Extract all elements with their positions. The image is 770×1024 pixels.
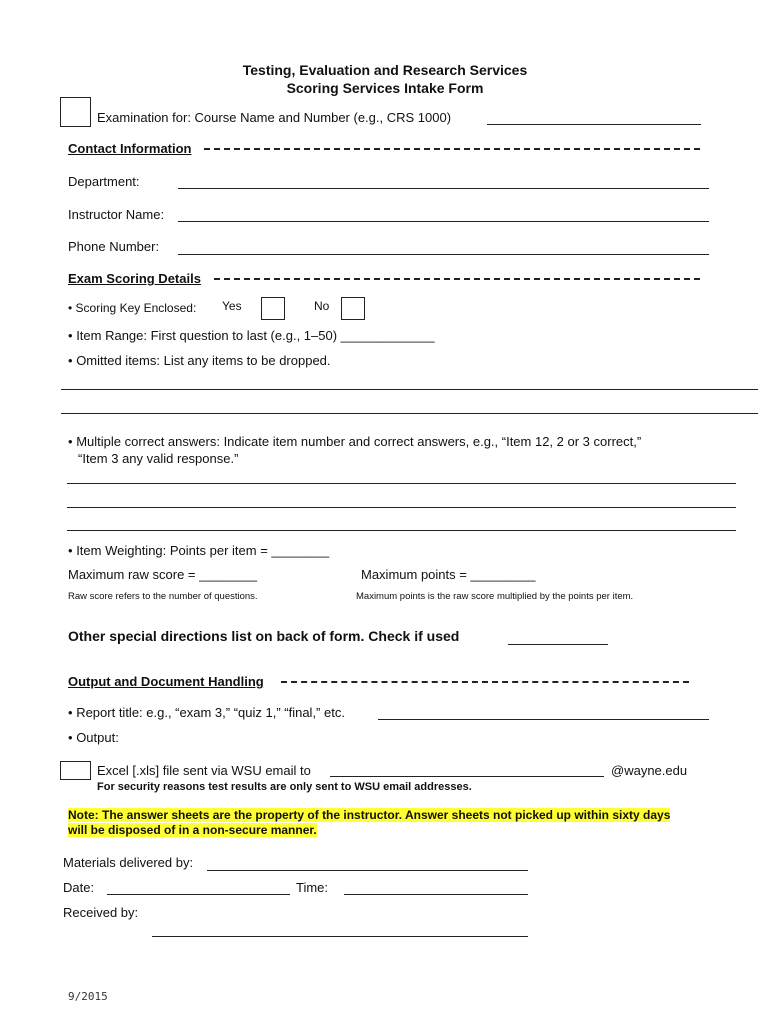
max-points-note: Maximum points is the raw score multiplied by the points per item. — [356, 591, 634, 602]
form-subtitle: Scoring Services Intake Form — [286, 80, 484, 96]
multiple-answers-label-cont: “Item 3 any valid response.” — [78, 451, 239, 466]
bullet-icon: • — [68, 705, 73, 720]
phone-label: Phone Number: — [68, 239, 160, 254]
multiple-answers-field-line[interactable] — [67, 483, 736, 484]
bullet-icon: • — [68, 353, 73, 368]
yes-label: Yes — [222, 299, 242, 313]
report-title-field[interactable] — [378, 719, 709, 720]
section-divider — [204, 148, 700, 150]
multiple-answers-item — [68, 434, 641, 449]
section-divider — [281, 681, 689, 683]
exam-label: Examination for: Course Name and Number (e.g., CRS 1000) — [97, 110, 452, 125]
security-note: For security reasons test results are only sent to WSU email addresses. — [97, 781, 472, 793]
multiple-answers-field-line[interactable] — [67, 530, 736, 531]
omitted-field-line[interactable] — [61, 413, 758, 414]
report-title-label: Report title: e.g., “exam 3,” “quiz 1,” “final,” etc. — [76, 705, 345, 720]
date-field[interactable] — [107, 894, 290, 895]
note-text: will be disposed of in a non-secure manner. — [68, 823, 317, 837]
exam-course-field[interactable] — [487, 124, 701, 125]
materials-delivered-label: Materials delivered by: — [63, 855, 194, 870]
wsu-email-field[interactable] — [330, 776, 604, 777]
exam-checkbox[interactable] — [60, 97, 91, 127]
note-line-1 — [68, 808, 670, 822]
received-by-label: Received by: — [63, 905, 139, 920]
item-range-item — [68, 328, 435, 343]
report-title-item — [68, 705, 345, 720]
time-field[interactable] — [344, 894, 528, 895]
weighting-item — [68, 543, 329, 558]
special-directions-check-field[interactable] — [508, 644, 608, 645]
multiple-answers-field-line[interactable] — [67, 507, 736, 508]
omitted-field-line[interactable] — [61, 389, 758, 390]
instructor-field[interactable] — [178, 221, 709, 222]
email-domain: @wayne.edu — [611, 763, 688, 778]
form-title: Testing, Evaluation and Research Services — [242, 62, 528, 78]
max-points-label: Maximum points = _________ — [361, 567, 536, 582]
output-label: Output: — [76, 730, 119, 745]
note-line-2 — [68, 823, 317, 837]
excel-label: Excel [.xls] file sent via WSU email to — [97, 763, 311, 778]
received-by-field[interactable] — [152, 936, 528, 937]
bullet-icon: • — [68, 730, 73, 745]
section-divider — [214, 278, 700, 280]
bullet-icon: • — [68, 328, 73, 343]
item-range-label: Item Range: First question to last (e.g., 1–50) _____________ — [76, 328, 435, 343]
instructor-label: Instructor Name: — [68, 207, 165, 222]
key-enclosed-label: Scoring Key Enclosed: — [75, 301, 197, 315]
revision-date: 9/2015 — [68, 990, 108, 1003]
omitted-label: Omitted items: List any items to be dropped. — [76, 353, 331, 368]
multiple-answers-label: Multiple correct answers: Indicate item number and correct answers, e.g., “Item 12, 2 or 3 correct,” — [76, 434, 642, 449]
department-label: Department: — [68, 174, 140, 189]
time-label: Time: — [296, 880, 329, 895]
weighting-label: Item Weighting: Points per item = ________ — [76, 543, 330, 558]
raw-score-note: Raw score refers to the number of questions. — [68, 591, 258, 602]
bullet-icon: • — [68, 543, 73, 558]
bullet-icon: • — [68, 434, 73, 449]
no-checkbox[interactable] — [341, 297, 365, 320]
max-raw-score-label: Maximum raw score = ________ — [68, 567, 257, 582]
output-item — [68, 730, 119, 745]
excel-checkbox[interactable] — [60, 761, 91, 780]
special-directions-label: Other special directions list on back of form. Check if used — [68, 628, 460, 644]
bullet-icon: • — [68, 301, 73, 315]
phone-field[interactable] — [178, 254, 709, 255]
materials-delivered-field[interactable] — [207, 870, 528, 871]
contact-heading: Contact Information — [68, 141, 192, 156]
no-label: No — [314, 299, 330, 313]
key-enclosed-item — [68, 301, 196, 315]
omitted-item — [68, 353, 331, 368]
date-label: Date: — [63, 880, 95, 895]
output-heading: Output and Document Handling — [68, 674, 264, 689]
yes-checkbox[interactable] — [261, 297, 285, 320]
department-field[interactable] — [178, 188, 709, 189]
scoring-heading: Exam Scoring Details — [68, 271, 201, 286]
note-text: Note: The answer sheets are the property of the instructor. Answer sheets not picked up within sixty days — [68, 808, 671, 822]
